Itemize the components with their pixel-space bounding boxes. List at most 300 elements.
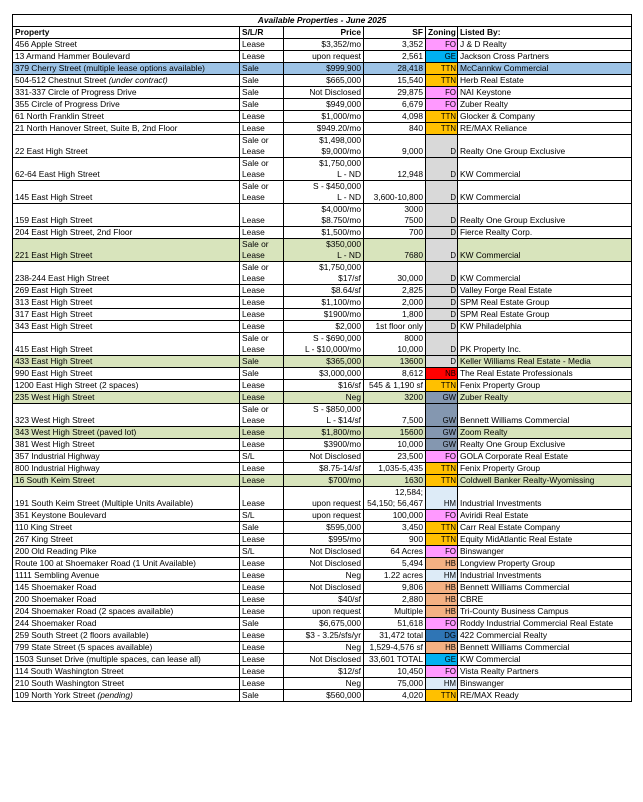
slr-cell: Lease (240, 487, 284, 510)
property-name: 109 North York Street (15, 690, 96, 700)
property-name: 317 East High Street (15, 309, 93, 319)
sf-cell (364, 487, 426, 510)
slr-cell: S/L (240, 546, 284, 558)
property-name: 159 East High Street (15, 215, 93, 225)
slr-cell: Sale (240, 87, 284, 99)
zoning-badge: D (426, 262, 458, 285)
slr-line: Sale or (242, 158, 269, 168)
price-line: L - ND (337, 250, 361, 260)
zoning-badge: D (426, 158, 458, 181)
price-cell: Neg (284, 570, 364, 582)
price-cell: $8.64/sf (284, 285, 364, 297)
price-line: $1,750,000 (319, 262, 361, 272)
property-name: 244 Shoemaker Road (15, 618, 97, 628)
table-row (13, 63, 632, 75)
price-cell (284, 333, 364, 356)
sf-cell: 1630 (364, 475, 426, 487)
sf-cell: 15600 (364, 427, 426, 439)
table-row (13, 487, 632, 510)
property-name: 990 East High Street (15, 368, 93, 378)
property-cell (13, 75, 240, 87)
property-cell (13, 534, 240, 546)
property-cell (13, 546, 240, 558)
table-row (13, 297, 632, 309)
table-row (13, 356, 632, 368)
table-row (13, 333, 632, 356)
slr-cell: Sale (240, 75, 284, 87)
sf-cell: Multiple (364, 606, 426, 618)
zoning-badge: D (426, 356, 458, 368)
table-row (13, 99, 632, 111)
sf-cell: 28,418 (364, 63, 426, 75)
property-name: 204 Shoemaker Road (2 spaces available) (15, 606, 174, 616)
property-name: 433 East High Street (15, 356, 93, 366)
slr-cell (240, 262, 284, 285)
slr-cell: Lease (240, 642, 284, 654)
zoning-badge: D (426, 135, 458, 158)
property-cell (13, 582, 240, 594)
property-name: 269 East High Street (15, 285, 93, 295)
property-cell (13, 333, 240, 356)
sf-line: 3000 (404, 204, 423, 214)
property-cell (13, 321, 240, 333)
slr-line: Lease (242, 146, 265, 156)
property-name: 259 South Street (2 floors available) (15, 630, 149, 640)
property-cell (13, 510, 240, 522)
slr-line: Sale or (242, 262, 269, 272)
sf-line: 10,000 (397, 344, 423, 354)
property-name: 13 Armand Hammer Boulevard (15, 51, 130, 61)
table-row (13, 368, 632, 380)
price-cell (284, 404, 364, 427)
sf-cell: 9,806 (364, 582, 426, 594)
listed-by-cell: Longview Property Group (458, 558, 632, 570)
slr-cell: Lease (240, 582, 284, 594)
zoning-badge: HB (426, 642, 458, 654)
zoning-badge: TTN (426, 463, 458, 475)
sf-cell: 51,618 (364, 618, 426, 630)
listed-by-cell: Keller Williams Real Estate - Media (458, 356, 632, 368)
table-row (13, 204, 632, 227)
price-cell: Neg (284, 642, 364, 654)
price-cell (284, 239, 364, 262)
property-cell (13, 630, 240, 642)
property-name: 1503 Sunset Drive (multiple spaces, can lease all) (15, 654, 201, 664)
zoning-badge: TTN (426, 522, 458, 534)
table-row (13, 380, 632, 392)
table-row (13, 570, 632, 582)
listed-by-cell: Coldwell Banker Realty-Wyomissing (458, 475, 632, 487)
listed-by-cell: KW Commercial (458, 181, 632, 204)
property-cell (13, 239, 240, 262)
slr-cell (240, 181, 284, 204)
property-cell (13, 558, 240, 570)
property-name: 21 North Hanover Street, Suite B, 2nd Floor (15, 123, 178, 133)
price-cell (284, 204, 364, 227)
zoning-badge: D (426, 333, 458, 356)
property-cell (13, 475, 240, 487)
listed-by-cell: KW Commercial (458, 239, 632, 262)
slr-cell: Lease (240, 475, 284, 487)
property-name: Route 100 at Shoemaker Road (1 Unit Available) (15, 558, 196, 568)
property-cell (13, 594, 240, 606)
table-row (13, 678, 632, 690)
table-row (13, 321, 632, 333)
price-line: S - $850,000 (313, 404, 361, 414)
property-cell (13, 654, 240, 666)
sf-cell: 2,000 (364, 297, 426, 309)
slr-cell (240, 239, 284, 262)
sf-cell: 7680 (364, 239, 426, 262)
slr-cell: Lease (240, 285, 284, 297)
slr-cell: Lease (240, 51, 284, 63)
table-row (13, 285, 632, 297)
zoning-badge: D (426, 204, 458, 227)
listed-by-cell: KW Philadelphia (458, 321, 632, 333)
sf-line: 8000 (404, 333, 423, 343)
sf-cell: 30,000 (364, 262, 426, 285)
property-name: 62-64 East High Street (15, 169, 100, 179)
slr-cell: Sale (240, 368, 284, 380)
property-cell (13, 135, 240, 158)
zoning-badge: D (426, 321, 458, 333)
listed-by-cell: Industrial Investments (458, 487, 632, 510)
price-cell: $8.75-14/sf (284, 463, 364, 475)
property-name: 235 West High Street (15, 392, 95, 402)
listed-by-cell: GOLA Corporate Real Estate (458, 451, 632, 463)
slr-cell: Lease (240, 204, 284, 227)
slr-cell: Lease (240, 123, 284, 135)
listed-by-cell: PK Property Inc. (458, 333, 632, 356)
property-cell (13, 123, 240, 135)
sf-cell: 29,875 (364, 87, 426, 99)
table-row (13, 451, 632, 463)
table-row (13, 181, 632, 204)
property-cell (13, 204, 240, 227)
property-name: 456 Apple Street (15, 39, 77, 49)
zoning-badge: GW (426, 404, 458, 427)
zoning-badge: FO (426, 451, 458, 463)
property-name: 210 South Washington Street (15, 678, 125, 688)
zoning-badge: HM (426, 487, 458, 510)
zoning-badge: HB (426, 558, 458, 570)
zoning-badge: D (426, 285, 458, 297)
header-property: Property (13, 27, 240, 39)
sf-cell: 700 (364, 227, 426, 239)
property-cell (13, 181, 240, 204)
listed-by-cell: McCannkw Commercial (458, 63, 632, 75)
property-cell (13, 666, 240, 678)
price-cell: $3,352/mo (284, 39, 364, 51)
property-name: 331-337 Circle of Progress Drive (15, 87, 137, 97)
property-cell (13, 642, 240, 654)
sf-line: 12,584; (395, 487, 423, 497)
zoning-badge: GW (426, 392, 458, 404)
header-listed-by: Listed By: (458, 27, 632, 39)
property-name: 504-512 Chestnut Street (15, 75, 107, 85)
sf-cell: 3200 (364, 392, 426, 404)
price-cell: $1,100/mo (284, 297, 364, 309)
property-cell (13, 87, 240, 99)
price-line: $9,000/mo (321, 146, 361, 156)
table-row (13, 463, 632, 475)
sf-cell: 3,352 (364, 39, 426, 51)
slr-line: Sale or (242, 181, 269, 191)
listed-by-cell: Zuber Realty (458, 392, 632, 404)
sf-cell: 64 Acres (364, 546, 426, 558)
price-cell: $560,000 (284, 690, 364, 702)
property-name: 343 East High Street (15, 321, 93, 331)
sf-cell: 7,500 (364, 404, 426, 427)
zoning-badge: D (426, 309, 458, 321)
price-cell (284, 262, 364, 285)
price-line: S - $690,000 (313, 333, 361, 343)
sf-line: 54,150; 56,467 (367, 498, 423, 508)
property-name: 114 South Washington Street (15, 666, 124, 676)
price-cell: Not Disclosed (284, 582, 364, 594)
slr-cell: Lease (240, 297, 284, 309)
sf-cell: 8,612 (364, 368, 426, 380)
zoning-badge: D (426, 239, 458, 262)
property-cell (13, 380, 240, 392)
zoning-badge: TTN (426, 475, 458, 487)
sf-cell: 100,000 (364, 510, 426, 522)
sf-cell: 33,601 TOTAL (364, 654, 426, 666)
price-cell: $3 - 3.25/sfs/yr (284, 630, 364, 642)
listed-by-cell: Binswanger (458, 546, 632, 558)
table-row (13, 546, 632, 558)
sf-cell: 900 (364, 534, 426, 546)
property-cell (13, 606, 240, 618)
table-row (13, 642, 632, 654)
slr-cell: Sale (240, 356, 284, 368)
price-cell: $365,000 (284, 356, 364, 368)
listed-by-cell: The Real Estate Professionals (458, 368, 632, 380)
listed-by-cell: KW Commercial (458, 158, 632, 181)
listed-by-cell: Realty One Group Exclusive (458, 439, 632, 451)
sf-cell: 4,020 (364, 690, 426, 702)
table-row (13, 654, 632, 666)
price-cell: $12/sf (284, 666, 364, 678)
slr-cell: Lease (240, 534, 284, 546)
sf-cell: 4,098 (364, 111, 426, 123)
table-row (13, 39, 632, 51)
zoning-badge: TTN (426, 63, 458, 75)
slr-cell: Lease (240, 111, 284, 123)
zoning-badge: HM (426, 570, 458, 582)
listed-by-cell: Fierce Realty Corp. (458, 227, 632, 239)
price-line: $17/sf (338, 273, 361, 283)
sheet-title: Available Properties - June 2025 (13, 15, 632, 27)
table-row (13, 75, 632, 87)
price-cell: $6,675,000 (284, 618, 364, 630)
table-row (13, 582, 632, 594)
table-row (13, 522, 632, 534)
sf-cell: 2,825 (364, 285, 426, 297)
property-name: 238-244 East High Street (15, 273, 110, 283)
price-line: $8.750/mo (321, 215, 361, 225)
zoning-badge: NB (426, 368, 458, 380)
slr-cell: Lease (240, 439, 284, 451)
price-cell: $1,000/mo (284, 111, 364, 123)
price-cell: $2,000 (284, 321, 364, 333)
sf-cell (364, 204, 426, 227)
price-cell (284, 181, 364, 204)
slr-cell: Lease (240, 39, 284, 51)
price-cell: upon request (284, 487, 364, 510)
slr-cell: Lease (240, 309, 284, 321)
slr-cell: Lease (240, 606, 284, 618)
sf-cell: 12,948 (364, 158, 426, 181)
price-cell: upon request (284, 510, 364, 522)
zoning-badge: TTN (426, 111, 458, 123)
properties-table (12, 14, 632, 702)
sf-cell: 2,561 (364, 51, 426, 63)
listed-by-cell: Bennett Williams Commercial (458, 642, 632, 654)
property-cell (13, 570, 240, 582)
listed-by-cell: RE/MAX Ready (458, 690, 632, 702)
slr-cell: Lease (240, 678, 284, 690)
sf-cell: 10,450 (364, 666, 426, 678)
property-name: 145 East High Street (15, 192, 93, 202)
table-row (13, 618, 632, 630)
sf-cell: 1,800 (364, 309, 426, 321)
price-cell: Not Disclosed (284, 87, 364, 99)
sf-cell: 545 & 1,190 sf (364, 380, 426, 392)
listed-by-cell: J & D Realty (458, 39, 632, 51)
table-row (13, 392, 632, 404)
table-row (13, 666, 632, 678)
listed-by-cell: NAI Keystone (458, 87, 632, 99)
listed-by-cell: Binswanger (458, 678, 632, 690)
sf-cell: 6,679 (364, 99, 426, 111)
listed-by-cell: Realty One Group Exclusive (458, 135, 632, 158)
sf-cell: 3,450 (364, 522, 426, 534)
price-cell: $16/sf (284, 380, 364, 392)
zoning-badge: D (426, 227, 458, 239)
zoning-badge: TTN (426, 75, 458, 87)
slr-cell: Sale (240, 690, 284, 702)
listed-by-cell: SPM Real Estate Group (458, 309, 632, 321)
slr-cell: S/L (240, 451, 284, 463)
sf-cell: 10,000 (364, 439, 426, 451)
slr-line: Lease (242, 250, 265, 260)
slr-cell: Lease (240, 558, 284, 570)
zoning-badge: GE (426, 51, 458, 63)
price-cell: $1,800/mo (284, 427, 364, 439)
table-row (13, 87, 632, 99)
slr-cell: Lease (240, 321, 284, 333)
price-cell: $3900/mo (284, 439, 364, 451)
zoning-badge: FO (426, 39, 458, 51)
listed-by-cell: Fenix Property Group (458, 463, 632, 475)
listed-by-cell: Industrial Investments (458, 570, 632, 582)
price-line: $1,498,000 (319, 135, 361, 145)
table-row (13, 111, 632, 123)
sf-cell: 13600 (364, 356, 426, 368)
price-cell: $665,000 (284, 75, 364, 87)
price-cell (284, 135, 364, 158)
property-name: 323 West High Street (15, 415, 95, 425)
slr-cell: S/L (240, 510, 284, 522)
table-row (13, 558, 632, 570)
listed-by-cell: Zuber Realty (458, 99, 632, 111)
sf-cell: 9,000 (364, 135, 426, 158)
listed-by-cell: Vista Realty Partners (458, 666, 632, 678)
table-row (13, 594, 632, 606)
price-cell: $999,900 (284, 63, 364, 75)
zoning-badge: D (426, 181, 458, 204)
slr-line: Lease (242, 415, 265, 425)
sf-cell: 1st floor only (364, 321, 426, 333)
property-name: 110 King Street (15, 522, 73, 532)
slr-cell: Lease (240, 594, 284, 606)
property-cell (13, 463, 240, 475)
header-row (13, 27, 632, 39)
property-name: 16 South Keim Street (15, 475, 95, 485)
property-name: 357 Industrial Highway (15, 451, 100, 461)
listed-by-cell: Roddy Industrial Commercial Real Estate (458, 618, 632, 630)
listed-by-cell: SPM Real Estate Group (458, 297, 632, 309)
zoning-badge: FO (426, 99, 458, 111)
slr-cell: Lease (240, 392, 284, 404)
zoning-badge: GE (426, 654, 458, 666)
listed-by-cell: Tri-County Business Campus (458, 606, 632, 618)
listed-by-cell: KW Commercial (458, 654, 632, 666)
price-cell: $595,000 (284, 522, 364, 534)
property-cell (13, 487, 240, 510)
price-cell: Neg (284, 678, 364, 690)
property-cell (13, 51, 240, 63)
listed-by-cell: Bennett Williams Commercial (458, 404, 632, 427)
table-row (13, 690, 632, 702)
table-row (13, 439, 632, 451)
zoning-badge: TTN (426, 380, 458, 392)
price-cell: $1900/mo (284, 309, 364, 321)
price-cell (284, 158, 364, 181)
sf-cell: 1.22 acres (364, 570, 426, 582)
listed-by-cell: Carr Real Estate Company (458, 522, 632, 534)
property-cell (13, 285, 240, 297)
table-row (13, 427, 632, 439)
table-row (13, 227, 632, 239)
table-row (13, 51, 632, 63)
zoning-badge: TTN (426, 690, 458, 702)
zoning-badge: TTN (426, 123, 458, 135)
table-row (13, 510, 632, 522)
table-row (13, 158, 632, 181)
slr-cell: Lease (240, 666, 284, 678)
header-zoning: Zoning (426, 27, 458, 39)
table-row (13, 239, 632, 262)
property-name: 415 East High Street (15, 344, 93, 354)
property-name: 1111 Sembling Avenue (15, 570, 100, 580)
listed-by-cell: Zoom Realty (458, 427, 632, 439)
slr-cell: Lease (240, 227, 284, 239)
price-cell: $995/mo (284, 534, 364, 546)
zoning-badge: TTN (426, 534, 458, 546)
slr-cell (240, 135, 284, 158)
price-line: $350,000 (326, 239, 361, 249)
property-name: 343 West High Street (paved lot) (15, 427, 137, 437)
zoning-badge: FO (426, 510, 458, 522)
listed-by-cell: Aviridi Real Estate (458, 510, 632, 522)
table-row (13, 475, 632, 487)
header-slr: S/L/R (240, 27, 284, 39)
zoning-badge: FO (426, 666, 458, 678)
table-row (13, 404, 632, 427)
property-name: 221 East High Street (15, 250, 93, 260)
